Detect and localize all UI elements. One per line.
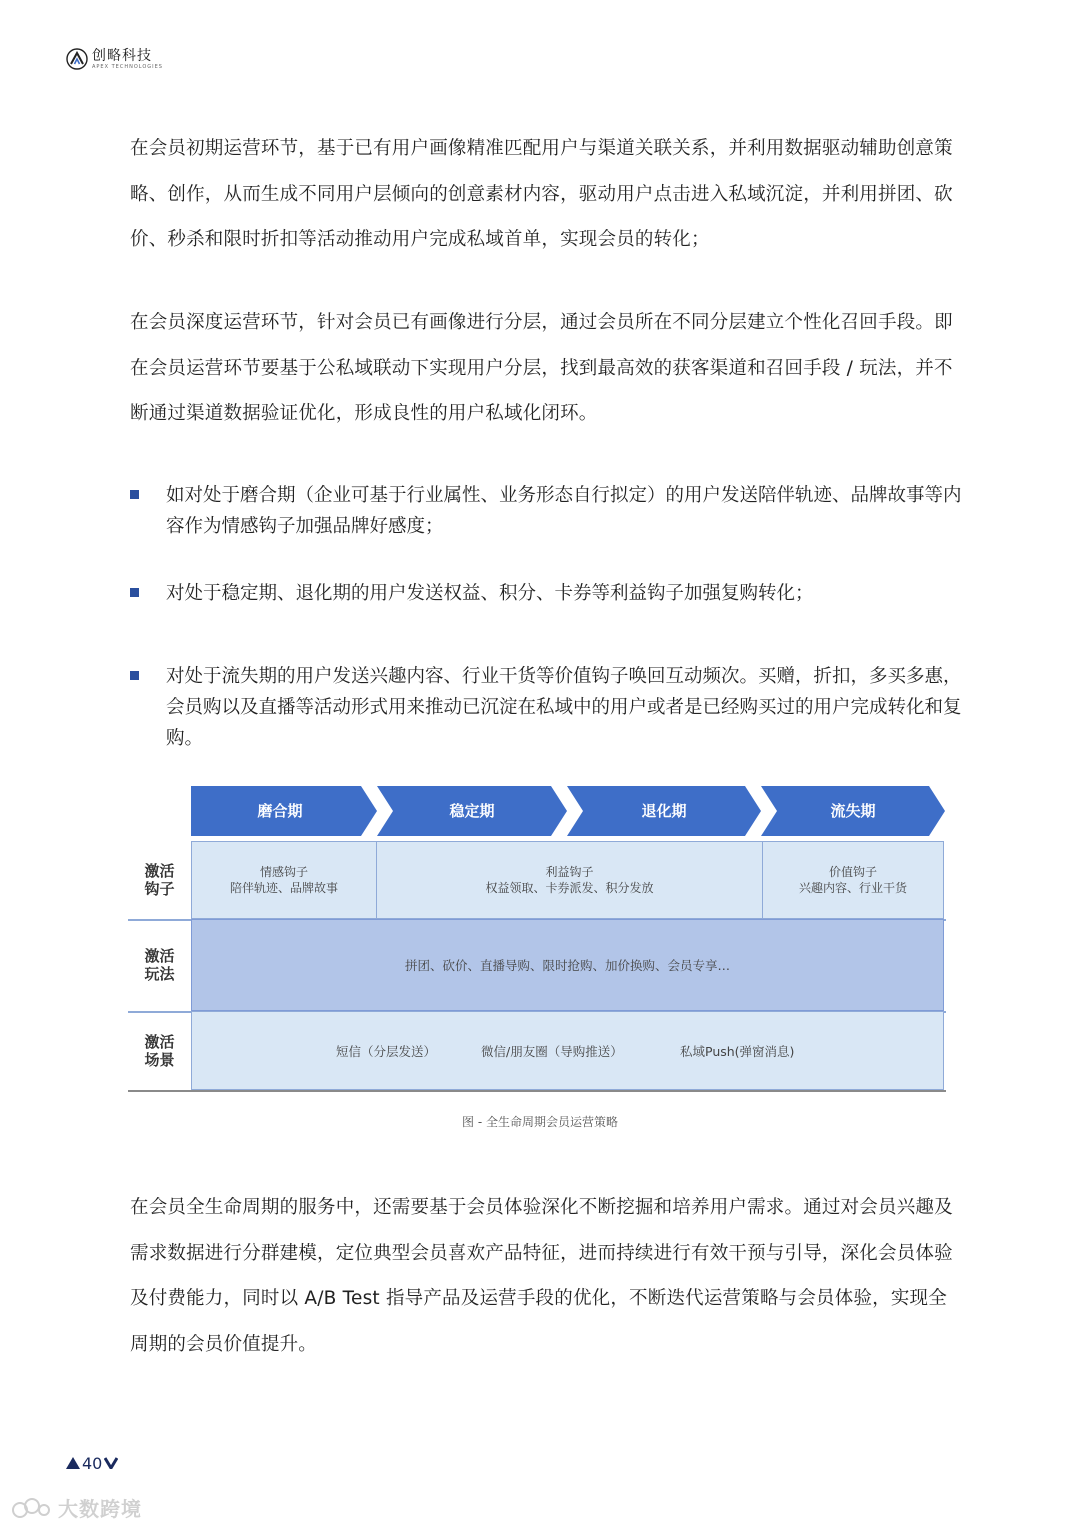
apex-logo-icon [66, 48, 88, 70]
logo-chinese-name: 创略科技 [92, 47, 152, 64]
page-number-value: 40 [82, 1453, 103, 1473]
bullet-item [130, 578, 964, 609]
stage-label-liushiqi: 流失期 [830, 802, 876, 820]
row-label-play: 激活 玩法 [144, 947, 175, 983]
bullet-square-icon [130, 490, 139, 499]
hook-title: 情感钩子 [259, 865, 308, 879]
bullet-item [130, 661, 964, 754]
company-logo [66, 46, 163, 72]
watermark-text: 大数跨境 [58, 1497, 142, 1521]
hook-desc: 兴趣内容、行业干货 [798, 881, 907, 895]
play-methods-text: 拼团、砍价、直播导购、限时抢购、加价换购、会员专享… [404, 958, 730, 973]
bullet-square-icon [130, 671, 139, 680]
scene-push: 私域Push(弹窗消息) [680, 1043, 795, 1059]
row-activation-scene [128, 1011, 946, 1092]
watermark-logo-icon [10, 1494, 52, 1522]
row-activation-play [128, 919, 946, 1013]
hook-desc: 权益领取、卡券派发、积分发放 [485, 881, 654, 895]
bullet-item [130, 480, 964, 542]
bullet-text: 对处于稳定期、退化期的用户发送权益、积分、卡券等利益钩子加强复购转化； [166, 583, 814, 604]
scene-list [192, 1012, 943, 1089]
row-activation-hooks [128, 841, 946, 921]
bullet-square-icon [130, 588, 139, 597]
paragraph-initial-operation: 在会员初期运营环节，基于已有用户画像精准匹配用户与渠道关联关系，并利用数据驱动辅助创意策略、创作，从而生成不同用户层倾向的创意素材内容，驱动用户点击进入私域沉淀，并利用拼团、砍价、秒杀和限时折扣等活动推动用户完成私域首单，实现会员的转化； [130, 138, 953, 250]
page-number [66, 1452, 118, 1474]
scene-sms: 短信（分层发送） [336, 1043, 437, 1059]
paragraph-deep-operation: 在会员深度运营环节，针对会员已有画像进行分层，通过会员所在不同分层建立个性化召回手段。即在会员运营环节要基于公私域联动下实现用户分层，找到最高效的获客渠道和召回手段 / 玩法，并不断通过渠道数据验证优化，形成良性的用户私域化闭环。 [130, 312, 953, 424]
stage-chevron-row [191, 786, 946, 836]
scene-wechat: 微信/朋友圈（导购推送） [481, 1043, 623, 1059]
bullet-text: 如对处于磨合期（企业可基于行业属性、业务形态自行拟定）的用户发送陪伴轨迹、品牌故事等内容作为情感钩子加强品牌好感度； [166, 485, 962, 537]
hook-title: 利益钩子 [545, 865, 594, 879]
page-down-chevron-icon [104, 1457, 118, 1469]
hook-cell-benefit [377, 842, 763, 918]
row-label-hooks: 激活 钩子 [144, 862, 175, 898]
bullet-text: 对处于流失期的用户发送兴趣内容、行业干货等价值钩子唤回互动频次。买赠，折扣，多买多惠，会员购以及直播等活动形式用来推动已沉淀在私域中的用户或者是已经购买过的用户完成转化和复购。 [166, 666, 962, 749]
hook-title: 价值钩子 [828, 865, 877, 879]
hook-desc: 陪伴轨迹、品牌故事 [229, 881, 338, 895]
stage-label-wendingqi: 稳定期 [449, 802, 495, 820]
page-up-triangle-icon [66, 1457, 80, 1469]
stage-label-tuihuaqi: 退化期 [641, 802, 687, 820]
hook-cell-emotional [192, 842, 377, 918]
hook-cell-value [763, 842, 943, 918]
row-label-scene: 激活 场景 [144, 1032, 175, 1069]
paragraph-full-lifecycle: 在会员全生命周期的服务中，还需要基于会员体验深化不断挖掘和培养用户需求。通过对会员兴趣及需求数据进行分群建模，定位典型会员喜欢产品特征，进而持续进行有效干预与引导，深化会员体验及付费能力，同时以 A/B Test 指导产品及运营手段的优化，不断迭代运营策略与会员体验，实现全周期的会员价值提升。 [130, 1197, 953, 1355]
logo-english-name: APEX TECHNOLOGIES [92, 63, 163, 70]
stage-label-moheqi: 磨合期 [257, 802, 303, 820]
watermark [10, 1493, 142, 1522]
lifecycle-strategy-diagram [128, 786, 946, 1090]
figure-caption: 图 - 全生命周期会员运营策略 [462, 1115, 618, 1129]
